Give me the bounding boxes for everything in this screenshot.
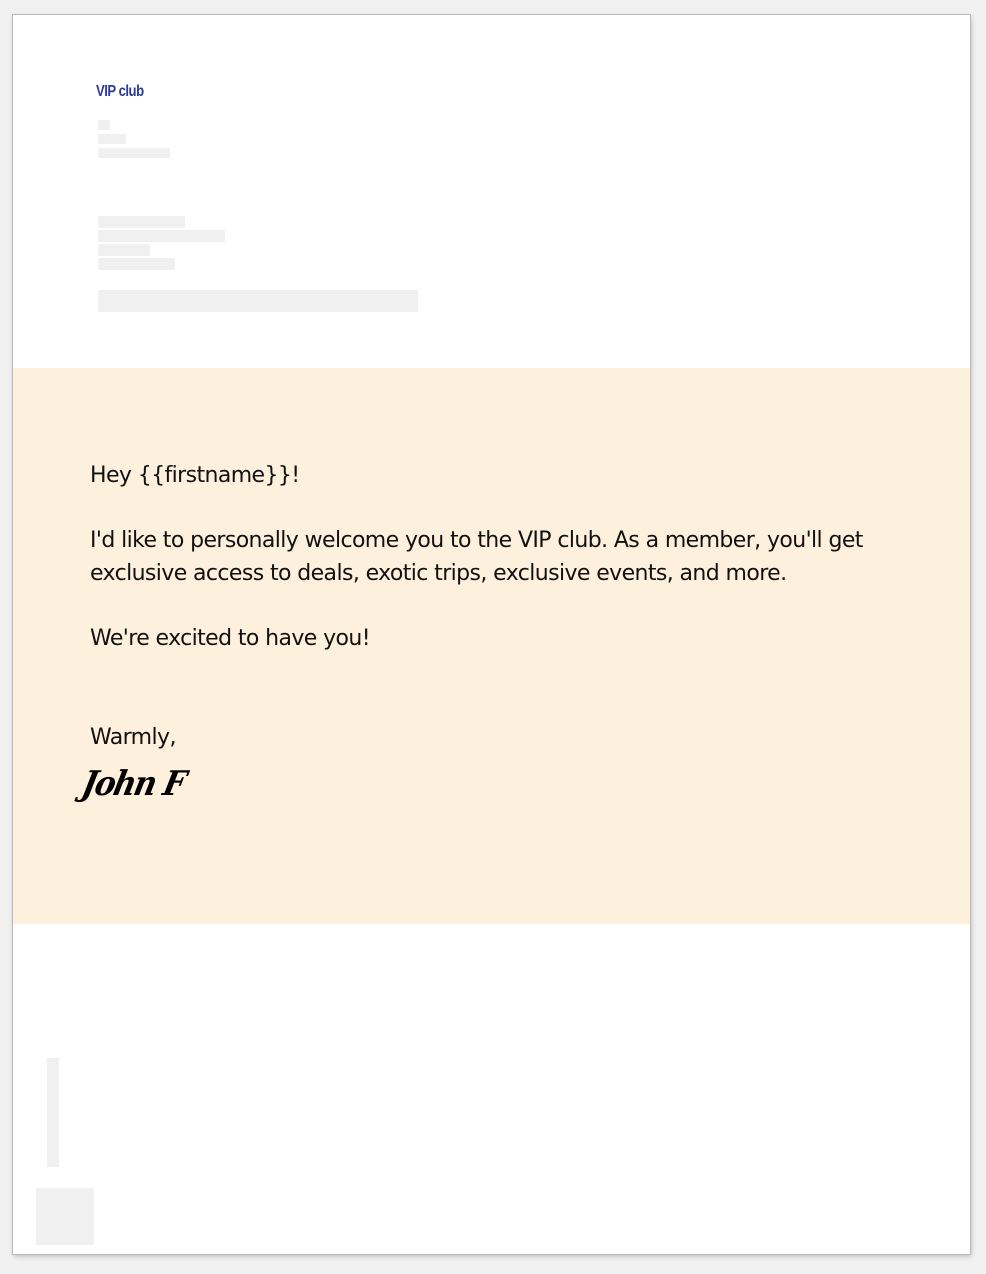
redacted-line [98,134,126,144]
greeting: Hey {{firstname}}! [90,463,300,488]
redacted-footer-image [36,1188,94,1245]
excited-line: We're excited to have you! [90,626,370,651]
letter-text [90,459,880,754]
redacted-line [98,258,175,270]
redacted-line [98,216,185,228]
redacted-line [98,244,150,256]
welcome-paragraph: I'd like to personally welcome you to the VIP club. As a member, you'll get exclusive access to deals, exotic trips, exclusive events, and more. [90,528,863,586]
redacted-line [98,148,170,158]
signature: John F [78,764,188,804]
redacted-subject-line [98,290,418,312]
redacted-line [98,230,225,242]
redacted-line [98,120,110,130]
brand-logo: VIP club [96,83,144,100]
letter-body-section [13,368,970,924]
closing-line: Warmly, [90,725,176,750]
redacted-footer-bar [47,1058,59,1167]
letter-page [13,15,970,1254]
